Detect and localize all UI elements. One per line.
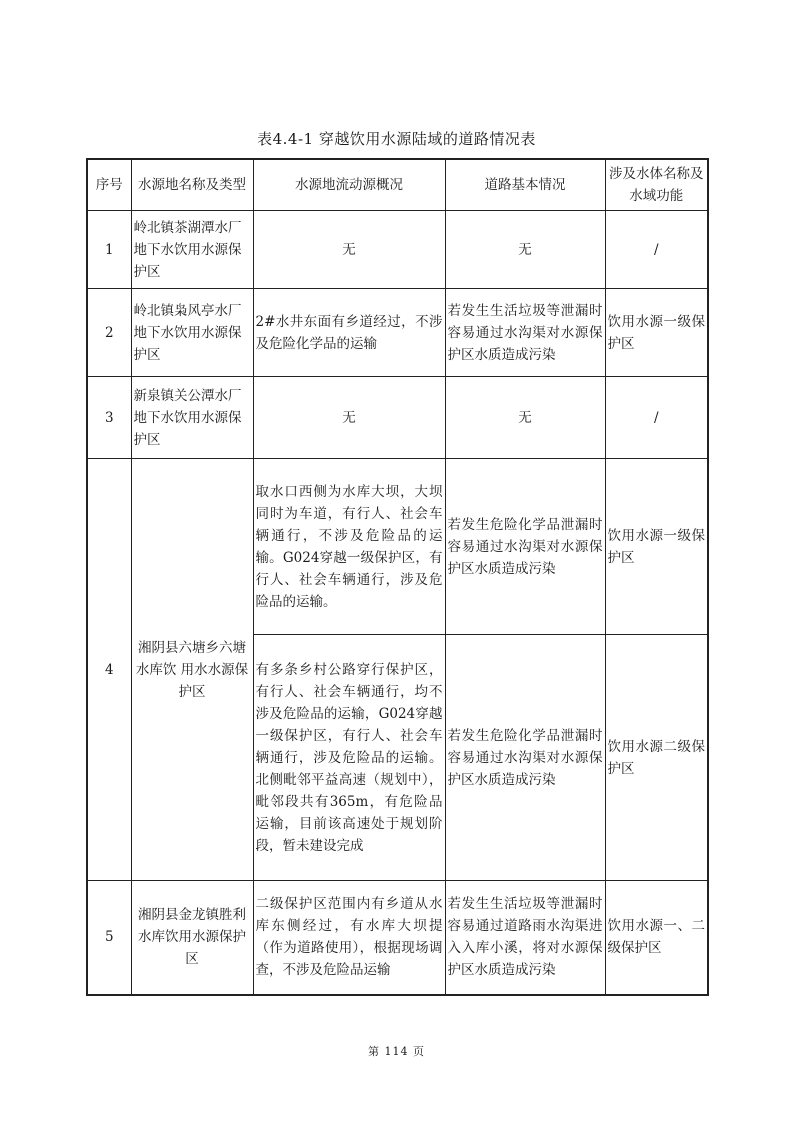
row-road: 无 [445, 377, 605, 459]
row-no: 5 [87, 881, 131, 995]
header-row [87, 159, 708, 211]
header-road: 道路基本情况 [445, 159, 605, 211]
header-no: 序号 [87, 159, 131, 211]
row-road: 若发生危险化学品泄漏时容易通过水沟渠对水源保护区水质造成污染 [445, 635, 605, 881]
header-pollution: 水源地流动源概况 [253, 159, 445, 211]
header-water: 涉及水体名称及水域功能 [605, 159, 708, 211]
header-source: 水源地名称及类型 [131, 159, 253, 211]
page-number: 第 114 页 [368, 1045, 425, 1058]
row-pollution: 二级保护区范围内有乡道从水库东侧经过，有水库大坝提（作为道路使用），根据现场调查，不涉及危险品运输 [253, 881, 445, 995]
row-water: / [605, 377, 708, 459]
row-pollution: 2#水井东面有乡道经过，不涉及危险化学品的运输 [253, 289, 445, 377]
table-row [87, 211, 708, 289]
table-caption: 表4.4-1 穿越饮用水源陆域的道路情况表 [257, 130, 536, 148]
row-source: 湘阴县六塘乡六塘水库饮 用水水源保护区 [131, 459, 253, 881]
row-road: 若发生生活垃圾等泄漏时容易通过水沟渠对水源保护区水质造成污染 [445, 289, 605, 377]
table-row [87, 289, 708, 377]
row-road: 无 [445, 211, 605, 289]
row-no: 4 [87, 459, 131, 881]
row-water: 饮用水源一级保护区 [605, 459, 708, 635]
table-row [87, 881, 708, 995]
row-pollution: 取水口西侧为水库大坝，大坝同时为车道，有行人、社会车辆通行，不涉及危险品的运输。G024穿越一级保护区，有行人、社会车辆通行，涉及危险品的运输。 [253, 459, 445, 635]
row-source: 湘阴县金龙镇胜利水库饮用水源保护区 [131, 881, 253, 995]
table-row [87, 459, 708, 635]
row-no: 1 [87, 211, 131, 289]
row-source: 岭北镇茶湖潭水厂地下水饮用水源保护区 [131, 211, 253, 289]
table-row [87, 377, 708, 459]
row-source: 新泉镇关公潭水厂地下水饮用水源保护区 [131, 377, 253, 459]
row-water: 饮用水源一、二级保护区 [605, 881, 708, 995]
row-water: 饮用水源一级保护区 [605, 289, 708, 377]
row-water: 饮用水源二级保护区 [605, 635, 708, 881]
row-water: / [605, 211, 708, 289]
row-road: 若发生生活垃圾等泄漏时容易通过道路雨水沟渠进入入库小溪，将对水源保护区水质造成污染 [445, 881, 605, 995]
roads-table [86, 158, 709, 996]
row-no: 3 [87, 377, 131, 459]
row-pollution: 无 [253, 377, 445, 459]
row-pollution: 无 [253, 211, 445, 289]
row-source: 岭北镇枭风亭水厂地下水饮用水源保护区 [131, 289, 253, 377]
row-road: 若发生危险化学品泄漏时容易通过水沟渠对水源保护区水质造成污染 [445, 459, 605, 635]
row-pollution: 有多条乡村公路穿行保护区，有行人、社会车辆通行，均不涉及危险品的运输，G024穿越一级保护区，有行人、社会车辆通行，涉及危险品的运输。北侧毗邻平益高速（规划中），毗邻段共有365m，有危险品运输，目前该高速处于规划阶段，暂未建设完成 [253, 635, 445, 881]
row-no: 2 [87, 289, 131, 377]
